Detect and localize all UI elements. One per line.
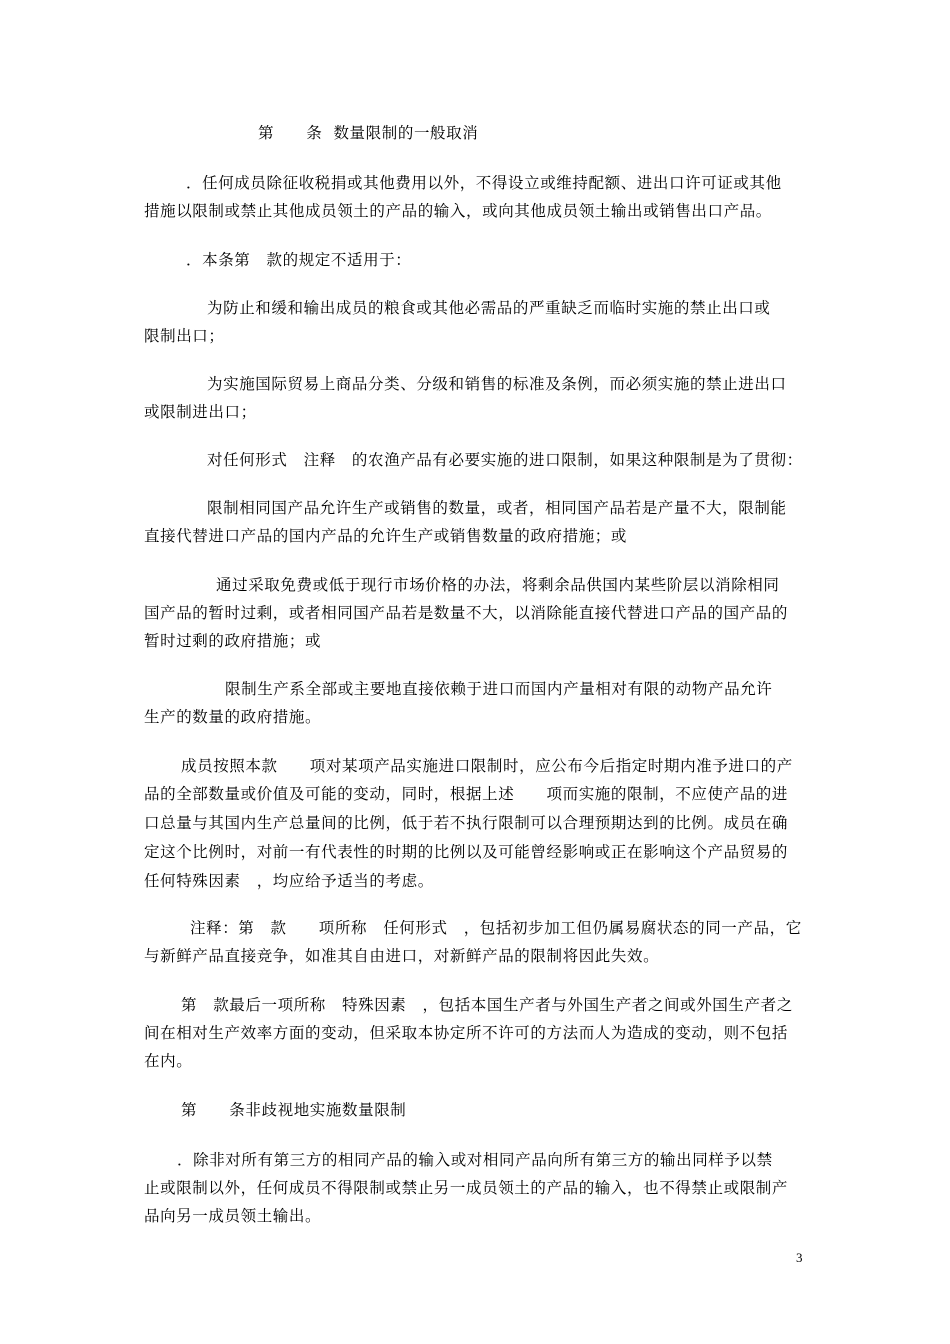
note-2-line-1: 第 款最后一项所称 特殊因素 ，包括本国生产者与外国生产者之间或外国生产者之	[181, 996, 793, 1014]
note-1-line-2: 与新鲜产品直接竞争，如准其自由进口，对新鲜产品的限制将因此失效。	[144, 947, 660, 965]
item-c-iii-line-1: 限制生产系全部或主要地直接依赖于进口而国内产量相对有限的动物产品允许	[225, 680, 773, 698]
item-b-line-2: 或限制进出口；	[144, 403, 257, 421]
article-11-paragraph-2-intro: ．本条第 款的规定不适用于：	[186, 251, 412, 269]
item-c-i-line-2: 直接代替进口产品的国内产品的允许生产或销售数量的政府措施；或	[144, 527, 628, 545]
article-11-paragraph-1-line-1: ．任何成员除征收税捐或其他费用以外，不得设立或维持配额、进出口许可证或其他	[186, 174, 782, 192]
item-c-iii-line-2: 生产的数量的政府措施。	[144, 708, 322, 726]
item-a-line-1: 为防止和缓和输出成员的粮食或其他必需品的严重缺乏而临时实施的禁止出口或	[207, 299, 771, 317]
members-paragraph-line-4: 定这个比例时，对前一有代表性的时期的比例以及可能曾经影响或正在影响这个产品贸易的	[144, 843, 789, 861]
article-11-title: 第 条 数量限制的一般取消	[258, 124, 479, 142]
article-13-paragraph-1-line-3: 品向另一成员领土输出。	[144, 1207, 322, 1225]
item-c-ii-line-2: 国产品的暂时过剩，或者相同国产品若是数量不大，以消除能直接代替进口产品的国产品的	[144, 604, 789, 622]
members-paragraph-line-3: 口总量与其国内生产总量间的比例，低于若不执行限制可以合理预期达到的比例。成员在确	[144, 814, 789, 832]
page-number: 3	[796, 1250, 803, 1265]
item-c-ii-line-1: 通过采取免费或低于现行市场价格的办法，将剩余品供国内某些阶层以消除相同	[216, 576, 780, 594]
item-c-i-line-1: 限制相同国产品允许生产或销售的数量，或者，相同国产品若是产量不大，限制能	[207, 499, 787, 517]
members-paragraph-line-5: 任何特殊因素 ，均应给予适当的考虑。	[144, 872, 434, 890]
note-2-line-2: 间在相对生产效率方面的变动，但采取本协定所不许可的方法而人为造成的变动，则不包括	[144, 1024, 789, 1042]
article-13-title: 第 条非歧视地实施数量限制	[181, 1101, 407, 1119]
item-c-ii-line-3: 暂时过剩的政府措施；或	[144, 632, 322, 650]
item-c: 对任何形式 注释 的农渔产品有必要实施的进口限制，如果这种限制是为了贯彻：	[207, 451, 803, 469]
item-b-line-1: 为实施国际贸易上商品分类、分级和销售的标准及条例，而必须实施的禁止进出口	[207, 375, 787, 393]
note-2-line-3: 在内。	[144, 1052, 193, 1070]
article-13-paragraph-1-line-1: ．除非对所有第三方的相同产品的输入或对相同产品向所有第三方的输出同样予以禁	[177, 1151, 773, 1169]
note-1-line-1: 注释：第 款 项所称 任何形式 ，包括初步加工但仍属易腐状态的同一产品，它	[190, 919, 802, 937]
item-a-line-2: 限制出口；	[144, 327, 225, 345]
article-11-paragraph-1-line-2: 措施以限制或禁止其他成员领土的产品的输入，或向其他成员领土输出或销售出口产品。	[144, 202, 772, 220]
members-paragraph-line-2: 品的全部数量或价值及可能的变动，同时，根据上述 项而实施的限制，不应使产品的进	[144, 785, 789, 803]
members-paragraph-line-1: 成员按照本款 项对某项产品实施进口限制时，应公布今后指定时期内准予进口的产	[181, 757, 793, 775]
article-13-paragraph-1-line-2: 止或限制以外，任何成员不得限制或禁止另一成员领土的产品的输入，也不得禁止或限制产	[144, 1179, 789, 1197]
